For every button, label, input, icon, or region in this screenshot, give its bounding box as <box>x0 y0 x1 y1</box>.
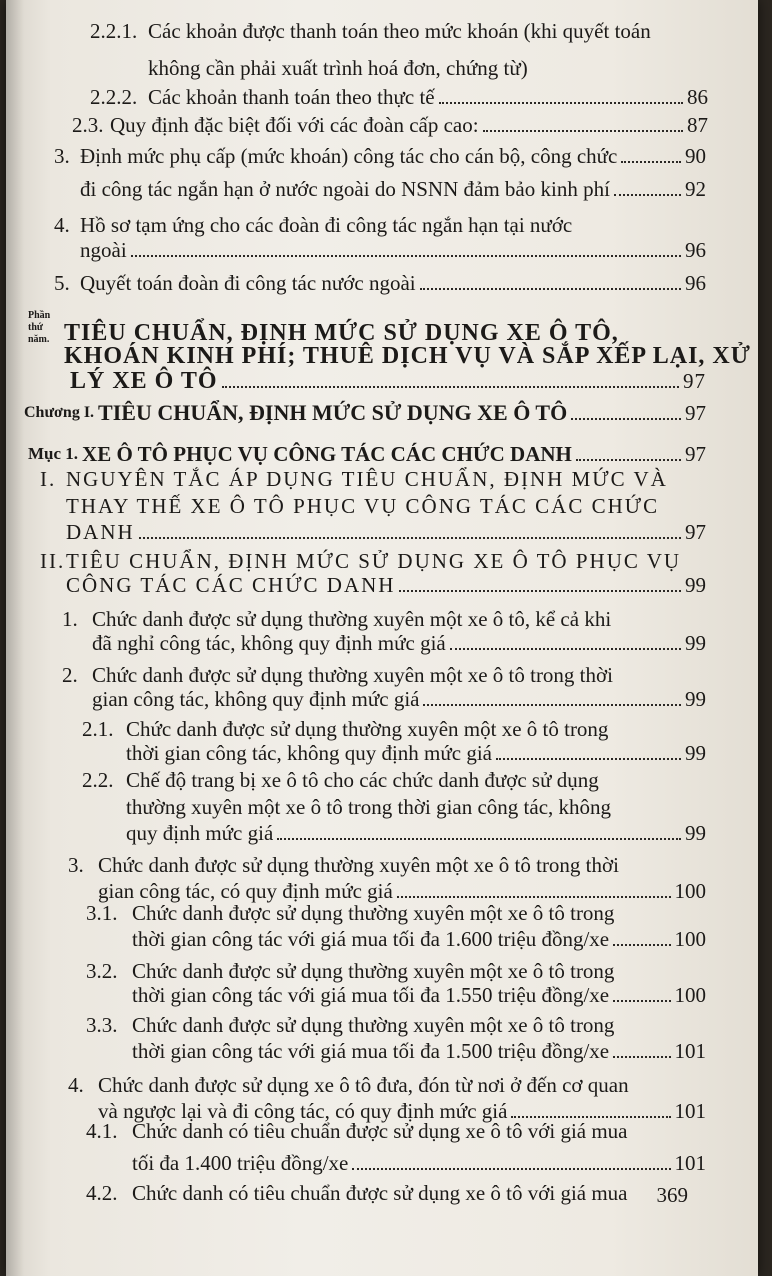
toc-entry-title: và ngược lại và đi công tác, có quy định mức giá <box>98 1099 508 1123</box>
toc-part-five <box>28 310 728 346</box>
toc-entry-number: II. <box>40 549 66 573</box>
toc-entry-3-3 <box>86 1012 706 1038</box>
toc-entry-2-2-2 <box>90 84 708 110</box>
toc-page-number: 97 <box>683 369 706 393</box>
toc-entry-continuation: THAY THẾ XE Ô TÔ PHỤC VỤ CÔNG TÁC CÁC CHỨC <box>66 494 660 518</box>
toc-chapter-label: Chương I. <box>24 404 95 421</box>
toc-entry-II-4 <box>68 1072 708 1098</box>
toc-entry-II <box>40 548 716 574</box>
toc-entry-number: 2.2. <box>82 768 114 792</box>
toc-entry-3-continuation <box>80 176 706 202</box>
toc-section-title: XE Ô TÔ PHỤC VỤ CÔNG TÁC CÁC CHỨC DANH <box>82 442 572 466</box>
toc-part-title-line3 <box>70 368 706 394</box>
toc-page-number: 99 <box>685 573 706 597</box>
toc-entry-2-1 <box>82 716 702 742</box>
toc-entry-4 <box>54 212 694 238</box>
toc-page-number: 100 <box>674 927 706 951</box>
toc-entry-title: Chế độ trang bị xe ô tô cho các chức danh được sử dụng <box>126 768 599 792</box>
toc-entry-number: 3.3. <box>86 1013 118 1037</box>
dot-leader <box>483 126 683 132</box>
toc-entry-I <box>40 466 716 492</box>
dot-leader <box>496 754 681 760</box>
toc-entry-title: Chức danh được sử dụng thường xuyên một xe ô tô trong thời <box>98 853 619 877</box>
dot-leader <box>131 251 681 257</box>
toc-page-number: 100 <box>674 879 706 903</box>
toc-entry-number: 2.2.2. <box>90 85 138 109</box>
dot-leader <box>423 700 681 706</box>
toc-entry-4-1-last <box>132 1150 706 1176</box>
toc-page-number: 101 <box>674 1151 706 1175</box>
toc-entry-continuation: không cần phải xuất trình hoá đơn, chứng từ) <box>148 56 528 80</box>
toc-entry-3 <box>54 143 706 169</box>
toc-entry-number: 3.2. <box>86 959 118 983</box>
toc-entry-5 <box>54 270 706 296</box>
toc-section-label: Mục 1. <box>28 444 79 463</box>
toc-entry-title: đi công tác ngắn hạn ở nước ngoài do NSNN đảm bảo kinh phí <box>80 177 610 201</box>
toc-entry-2-1-last <box>126 740 706 766</box>
dot-leader <box>397 892 671 898</box>
toc-entry-title: gian công tác, không quy định mức giá <box>92 687 420 711</box>
toc-chapter-title: TIÊU CHUẨN, ĐỊNH MỨC SỬ DỤNG XE Ô TÔ <box>98 400 568 425</box>
toc-page-number: 100 <box>674 983 706 1007</box>
toc-entry-II-2-last <box>92 686 706 712</box>
toc-entry-title: CÔNG TÁC CÁC CHỨC DANH <box>66 573 396 597</box>
toc-entry-title: DANH <box>66 520 135 544</box>
toc-entry-title: Các khoản được thanh toán theo mức khoán (khi quyết toán <box>148 19 651 43</box>
page-number: 369 <box>656 1183 688 1207</box>
dot-leader <box>222 382 679 388</box>
toc-page-number: 97 <box>685 442 706 466</box>
toc-entry-II-last <box>66 572 706 598</box>
toc-entry-title: Chức danh được sử dụng xe ô tô đưa, đón từ nơi ở đến cơ quan <box>98 1073 629 1097</box>
toc-part-title: LÝ XE Ô TÔ <box>70 368 218 394</box>
toc-page-number: 99 <box>685 631 706 655</box>
toc-entry-2-2 <box>82 767 702 793</box>
toc-page-number: 96 <box>685 271 706 295</box>
toc-entry-2-2-1 <box>90 18 730 44</box>
toc-entry-number: 4.1. <box>86 1119 118 1143</box>
toc-page-number: 99 <box>685 821 706 845</box>
dot-leader <box>139 533 681 539</box>
dot-leader <box>613 940 670 946</box>
toc-entry-number: 3. <box>54 144 70 168</box>
toc-entry-number: 4. <box>54 213 70 237</box>
toc-page-number: 101 <box>674 1039 706 1063</box>
toc-entry-number: 2.3. <box>72 113 104 137</box>
toc-entry-title: Chức danh được sử dụng thường xuyên một xe ô tô trong <box>132 901 615 925</box>
dot-leader <box>621 157 681 163</box>
toc-entry-2-3 <box>72 112 708 138</box>
toc-entry-number: 2. <box>62 663 78 687</box>
toc-entry-3-2 <box>86 958 706 984</box>
toc-page-number: 99 <box>685 687 706 711</box>
dot-leader <box>420 284 681 290</box>
toc-entry-number: 1. <box>62 607 78 631</box>
toc-entry-title: Chức danh có tiêu chuẩn được sử dụng xe ô tô với giá mua <box>132 1181 628 1205</box>
toc-entry-number: I. <box>40 467 57 491</box>
toc-entry-II-1-last <box>92 630 706 656</box>
toc-entry-3-3-last <box>132 1038 706 1064</box>
toc-page-number: 101 <box>674 1099 706 1123</box>
dot-leader <box>439 98 683 104</box>
toc-entry-title: Chức danh có tiêu chuẩn được sử dụng xe ô tô với giá mua <box>132 1119 628 1143</box>
toc-entry-title: Các khoản thanh toán theo thực tế <box>148 85 435 109</box>
toc-entry-title: TIÊU CHUẨN, ĐỊNH MỨC SỬ DỤNG XE Ô TÔ PHỤC VỤ <box>66 549 682 573</box>
dot-leader <box>450 644 681 650</box>
table-of-contents <box>6 0 758 1276</box>
toc-entry-title: Chức danh được sử dụng thường xuyên một xe ô tô, kể cả khi <box>92 607 612 631</box>
dot-leader <box>571 414 681 420</box>
toc-entry-continuation: thường xuyên một xe ô tô trong thời gian công tác, không <box>126 795 612 819</box>
toc-entry-title: Chức danh được sử dụng thường xuyên một xe ô tô trong <box>126 717 609 741</box>
toc-entry-I-last <box>66 519 706 545</box>
toc-page-number: 90 <box>685 144 706 168</box>
toc-page-number: 86 <box>687 85 708 109</box>
toc-entry-number: 2.2.1. <box>90 19 138 43</box>
dot-leader <box>399 586 681 592</box>
toc-entry-title: quy định mức giá <box>126 821 274 845</box>
toc-part-title-line2: KHOÁN KINH PHÍ; THUÊ DỊCH VỤ VÀ SẮP XẾP LẠI, XỬ <box>64 343 751 369</box>
toc-chapter-1 <box>24 400 706 426</box>
toc-entry-3-1-last <box>132 926 706 952</box>
dot-leader <box>352 1164 670 1170</box>
toc-entry-number: 3.1. <box>86 901 118 925</box>
toc-entry-number: 2.1. <box>82 717 114 741</box>
toc-entry-II-1 <box>62 606 712 632</box>
dot-leader <box>277 834 681 840</box>
toc-entry-number: 3. <box>68 853 84 877</box>
toc-entry-title: Quy định đặc biệt đối với các đoàn cấp cao: <box>110 113 479 137</box>
toc-page-number: 87 <box>687 113 708 137</box>
toc-entry-number: 4. <box>68 1073 84 1097</box>
dot-leader <box>576 455 681 461</box>
book-page <box>6 0 758 1276</box>
toc-entry-number: 5. <box>54 271 70 295</box>
toc-entry-title: thời gian công tác với giá mua tối đa 1.500 triệu đồng/xe <box>132 1039 610 1063</box>
toc-entry-title: thời gian công tác với giá mua tối đa 1.550 triệu đồng/xe <box>132 983 610 1007</box>
toc-entry-4-2 <box>86 1180 706 1206</box>
toc-entry-title: ngoài <box>80 238 127 262</box>
toc-entry-number: 4.2. <box>86 1181 118 1205</box>
toc-page-number: 99 <box>685 741 706 765</box>
toc-page-number: 97 <box>685 520 706 544</box>
toc-entry-title: thời gian công tác với giá mua tối đa 1.600 triệu đồng/xe <box>132 927 610 951</box>
toc-entry-title: Hồ sơ tạm ứng cho các đoàn đi công tác ngắn hạn tại nước <box>80 213 573 237</box>
toc-entry-3-2-last <box>132 982 706 1008</box>
dot-leader <box>613 1052 670 1058</box>
dot-leader <box>614 190 681 196</box>
toc-entry-2-2-last <box>126 820 706 846</box>
toc-page-number: 92 <box>685 177 706 201</box>
toc-entry-title: Quyết toán đoàn đi công tác nước ngoài <box>80 271 416 295</box>
toc-entry-4-continuation <box>80 237 706 263</box>
toc-entry-title: tối đa 1.400 triệu đồng/xe <box>132 1151 349 1175</box>
toc-entry-title: Chức danh được sử dụng thường xuyên một xe ô tô trong <box>132 959 615 983</box>
toc-entry-3-1 <box>86 900 706 926</box>
toc-entry-title: Chức danh được sử dụng thường xuyên một xe ô tô trong thời <box>92 663 613 687</box>
toc-part-label: Phần thứ năm. <box>28 310 51 345</box>
toc-entry-4-1 <box>86 1118 706 1144</box>
toc-page-number: 97 <box>685 401 706 425</box>
toc-section-1 <box>28 441 706 467</box>
toc-part-title: TIÊU CHUẨN, ĐỊNH MỨC SỬ DỤNG XE Ô TÔ, <box>64 320 619 346</box>
toc-entry-II-2 <box>62 662 712 688</box>
toc-entry-title: thời gian công tác, không quy định mức giá <box>126 741 493 765</box>
toc-entry-title: gian công tác, có quy định mức giá <box>98 879 393 903</box>
toc-entry-title: Chức danh được sử dụng thường xuyên một xe ô tô trong <box>132 1013 615 1037</box>
toc-page-number: 96 <box>685 238 706 262</box>
dot-leader <box>613 996 670 1002</box>
toc-entry-II-3 <box>68 852 708 878</box>
toc-entry-title: đã nghỉ công tác, không quy định mức giá <box>92 631 446 655</box>
toc-entry-title: NGUYÊN TẮC ÁP DỤNG TIÊU CHUẨN, ĐỊNH MỨC VÀ <box>66 467 668 491</box>
toc-entry-title: Định mức phụ cấp (mức khoán) công tác cho cán bộ, công chức <box>80 144 618 168</box>
